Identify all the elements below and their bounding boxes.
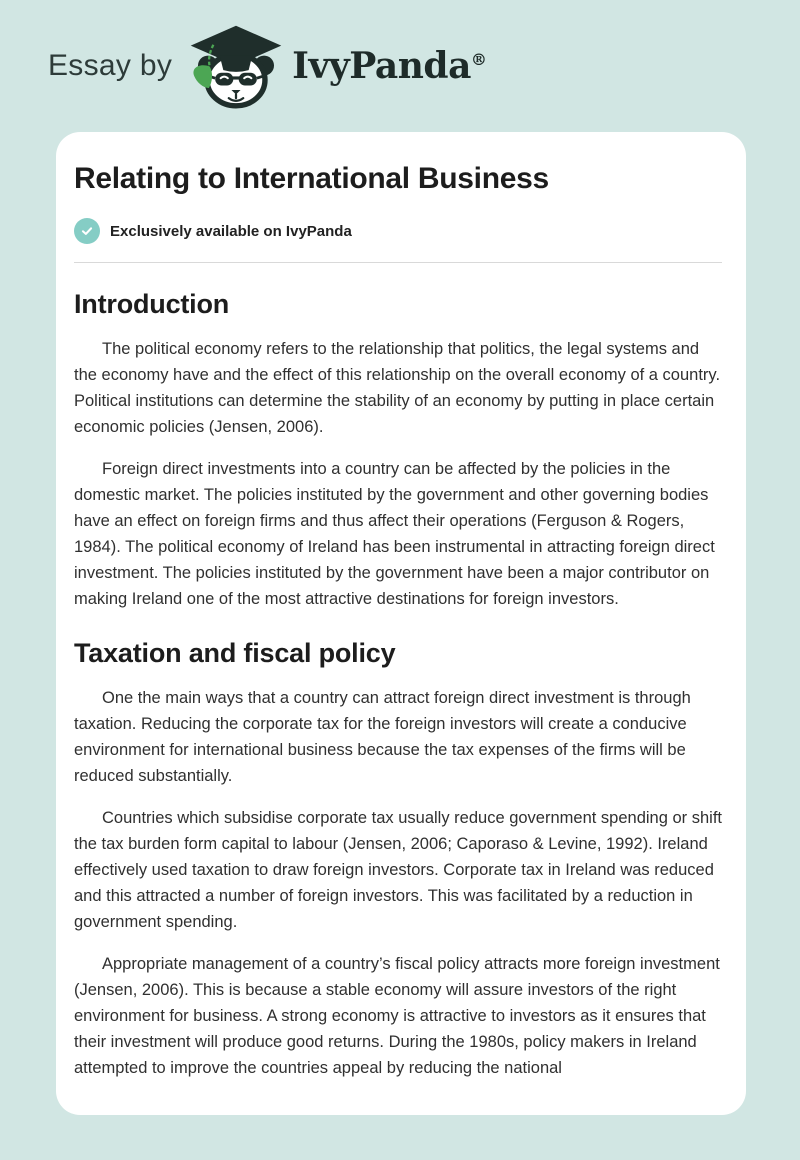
brand-wordmark	[292, 45, 486, 87]
paragraph: The political economy refers to the relationship that politics, the legal systems and the economy have and the effect of this relationship on the overall economy of a country. Political institutions can determine the stability of an economy by putting in place certain economic policies (Jensen, 2006).	[74, 340, 721, 436]
paragraph: One the main ways that a country can attract foreign direct investment is through taxation. Reducing the corporate tax for the foreign investors will create a conducive environment for international business because the tax expenses of the firms will be reduced substantially.	[74, 689, 691, 785]
paragraph: Countries which subsidise corporate tax usually reduce government spending or shift the tax burden form capital to labour (Jensen, 2006; Caporaso & Levine, 1992). Ireland effectively used taxation to draw foreign investors. Corporate tax in Ireland was reduced and this attracted a number of foreign investors. This was facilitated by a reduction in government spending.	[74, 809, 722, 931]
exclusive-badge	[74, 218, 722, 244]
header-prefix: Essay by	[48, 49, 173, 82]
graduate-panda-logo-icon	[186, 23, 286, 109]
site-header	[0, 0, 800, 132]
registered-mark: ®	[470, 50, 487, 69]
check-icon	[74, 218, 100, 244]
exclusive-badge-label: Exclusively available on IvyPanda	[110, 222, 352, 240]
brand-name: IvyPanda	[292, 45, 471, 87]
section-heading-introduction: Introduction	[74, 289, 230, 319]
paragraph: Appropriate management of a country’s fiscal policy attracts more foreign investment (Jensen, 2006). This is because a stable economy will assure investors of the right environment for business. A strong economy is attractive to investors as it ensures that their investment will produce good returns. During the 1980s, policy makers in Ireland attempted to improve the countries appeal by reducing the national	[74, 955, 720, 1077]
essay-card	[56, 132, 746, 1115]
section-heading-taxation: Taxation and fiscal policy	[74, 638, 396, 668]
essay-title: Relating to International Business	[74, 162, 549, 195]
paragraph: Foreign direct investments into a country can be affected by the policies in the domestic market. The policies instituted by the government and other governing bodies have an effect on foreign firms and thus affect their operations (Ferguson & Rogers, 1984). The political economy of Ireland has been instrumental in attracting foreign direct investment. The policies instituted by the government have been a major contributor on making Ireland one of the most attractive destinations for foreign investors.	[74, 460, 715, 608]
divider	[74, 262, 722, 263]
